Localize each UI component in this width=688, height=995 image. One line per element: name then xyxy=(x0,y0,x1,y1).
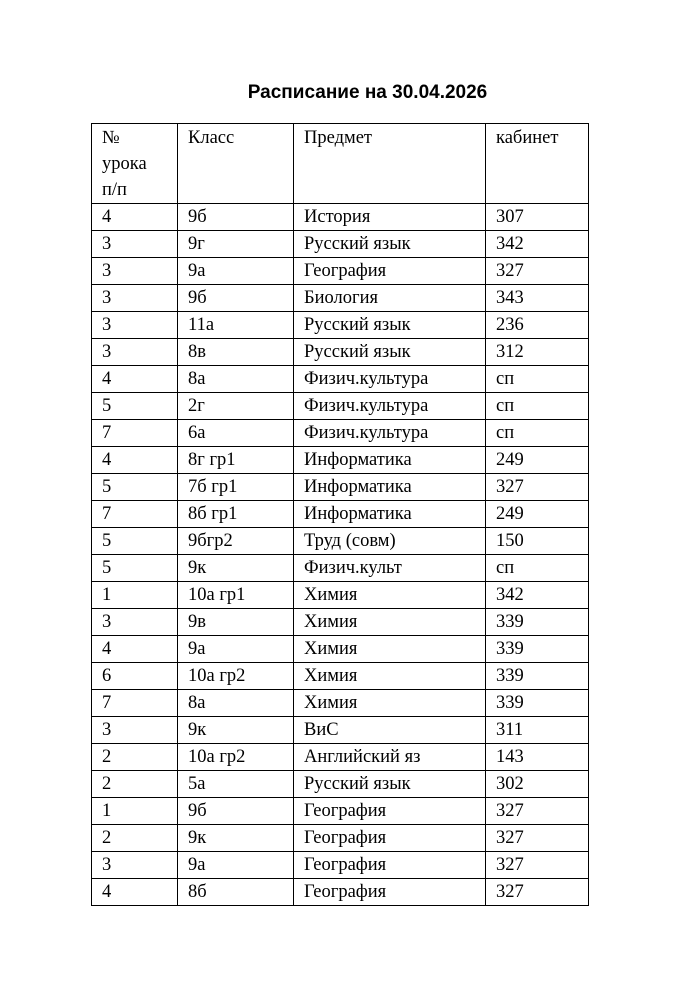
cell-lesson-number: 7 xyxy=(92,501,178,528)
cell-room: 327 xyxy=(486,879,589,906)
cell-lesson-number: 2 xyxy=(92,825,178,852)
table-row xyxy=(92,501,589,528)
cell-room: 339 xyxy=(486,609,589,636)
cell-class: 9бгр2 xyxy=(178,528,294,555)
cell-subject: Английский яз xyxy=(294,744,486,771)
schedule-table xyxy=(91,123,589,906)
cell-subject: География xyxy=(294,879,486,906)
cell-class: 5а xyxy=(178,771,294,798)
table-row xyxy=(92,555,589,582)
cell-subject: Труд (совм) xyxy=(294,528,486,555)
cell-lesson-number: 4 xyxy=(92,879,178,906)
cell-room: 327 xyxy=(486,474,589,501)
table-row xyxy=(92,366,589,393)
cell-subject: Русский язык xyxy=(294,231,486,258)
table-row xyxy=(92,798,589,825)
cell-class: 9к xyxy=(178,825,294,852)
table-row xyxy=(92,609,589,636)
table-row xyxy=(92,879,589,906)
cell-room: 249 xyxy=(486,447,589,474)
cell-room: сп xyxy=(486,420,589,447)
cell-class: 8г гр1 xyxy=(178,447,294,474)
cell-subject: Русский язык xyxy=(294,312,486,339)
cell-class: 9г xyxy=(178,231,294,258)
cell-lesson-number: 5 xyxy=(92,528,178,555)
cell-subject: История xyxy=(294,204,486,231)
cell-room: 236 xyxy=(486,312,589,339)
cell-subject: Химия xyxy=(294,690,486,717)
cell-class: 8б гр1 xyxy=(178,501,294,528)
header-lesson-number xyxy=(92,124,178,204)
cell-room: 339 xyxy=(486,663,589,690)
cell-class: 8а xyxy=(178,690,294,717)
cell-lesson-number: 4 xyxy=(92,366,178,393)
cell-subject: Химия xyxy=(294,663,486,690)
cell-room: сп xyxy=(486,366,589,393)
cell-room: 150 xyxy=(486,528,589,555)
header-room: кабинет xyxy=(486,124,589,204)
cell-lesson-number: 4 xyxy=(92,447,178,474)
table-row xyxy=(92,474,589,501)
cell-subject: География xyxy=(294,825,486,852)
cell-lesson-number: 3 xyxy=(92,258,178,285)
cell-lesson-number: 5 xyxy=(92,474,178,501)
cell-class: 11а xyxy=(178,312,294,339)
table-row xyxy=(92,339,589,366)
cell-lesson-number: 1 xyxy=(92,798,178,825)
cell-room: 327 xyxy=(486,798,589,825)
cell-subject: Физич.культура xyxy=(294,393,486,420)
cell-subject: ВиС xyxy=(294,717,486,744)
table-row xyxy=(92,447,589,474)
table-row xyxy=(92,663,589,690)
table-row xyxy=(92,285,589,312)
cell-class: 9в xyxy=(178,609,294,636)
table-row xyxy=(92,744,589,771)
cell-class: 10а гр1 xyxy=(178,582,294,609)
cell-lesson-number: 3 xyxy=(92,312,178,339)
cell-room: 143 xyxy=(486,744,589,771)
cell-class: 9а xyxy=(178,258,294,285)
cell-lesson-number: 2 xyxy=(92,771,178,798)
table-body xyxy=(92,204,589,906)
table-row xyxy=(92,717,589,744)
cell-room: 249 xyxy=(486,501,589,528)
cell-lesson-number: 3 xyxy=(92,609,178,636)
cell-lesson-number: 3 xyxy=(92,339,178,366)
cell-room: 327 xyxy=(486,852,589,879)
table-row xyxy=(92,852,589,879)
table-row xyxy=(92,393,589,420)
page-title: Расписание на 30.04.2026 xyxy=(247,82,488,103)
cell-class: 9к xyxy=(178,555,294,582)
cell-class: 8а xyxy=(178,366,294,393)
cell-room: 327 xyxy=(486,258,589,285)
cell-subject: Физич.культура xyxy=(294,420,486,447)
cell-lesson-number: 5 xyxy=(92,555,178,582)
cell-lesson-number: 7 xyxy=(92,420,178,447)
cell-class: 8б xyxy=(178,879,294,906)
cell-room: 342 xyxy=(486,231,589,258)
cell-room: 327 xyxy=(486,825,589,852)
cell-subject: География xyxy=(294,258,486,285)
cell-subject: География xyxy=(294,852,486,879)
cell-room: сп xyxy=(486,393,589,420)
header-lesson-number-text: № урока п/п xyxy=(102,128,147,200)
cell-class: 9б xyxy=(178,798,294,825)
cell-lesson-number: 5 xyxy=(92,393,178,420)
cell-class: 6а xyxy=(178,420,294,447)
table-row xyxy=(92,771,589,798)
table-row xyxy=(92,258,589,285)
cell-room: 343 xyxy=(486,285,589,312)
cell-subject: Информатика xyxy=(294,447,486,474)
table-row xyxy=(92,312,589,339)
cell-class: 10а гр2 xyxy=(178,663,294,690)
table-row xyxy=(92,528,589,555)
cell-lesson-number: 2 xyxy=(92,744,178,771)
cell-lesson-number: 6 xyxy=(92,663,178,690)
cell-class: 9а xyxy=(178,636,294,663)
table-row xyxy=(92,420,589,447)
cell-room: 342 xyxy=(486,582,589,609)
header-class: Класс xyxy=(178,124,294,204)
cell-room: 307 xyxy=(486,204,589,231)
table-row xyxy=(92,636,589,663)
cell-lesson-number: 1 xyxy=(92,582,178,609)
cell-room: 302 xyxy=(486,771,589,798)
cell-class: 9б xyxy=(178,285,294,312)
header-subject: Предмет xyxy=(294,124,486,204)
cell-room: 339 xyxy=(486,690,589,717)
cell-subject: Химия xyxy=(294,609,486,636)
cell-room: 312 xyxy=(486,339,589,366)
table-row xyxy=(92,231,589,258)
cell-subject: Физич.культура xyxy=(294,366,486,393)
cell-subject: Информатика xyxy=(294,501,486,528)
cell-lesson-number: 4 xyxy=(92,204,178,231)
cell-lesson-number: 3 xyxy=(92,231,178,258)
cell-subject: Русский язык xyxy=(294,771,486,798)
cell-class: 9б xyxy=(178,204,294,231)
table-header-row xyxy=(92,124,589,204)
cell-lesson-number: 7 xyxy=(92,690,178,717)
table-row xyxy=(92,582,589,609)
cell-class: 10а гр2 xyxy=(178,744,294,771)
cell-subject: Информатика xyxy=(294,474,486,501)
cell-lesson-number: 3 xyxy=(92,285,178,312)
table-row xyxy=(92,825,589,852)
cell-lesson-number: 3 xyxy=(92,852,178,879)
cell-room: 311 xyxy=(486,717,589,744)
cell-subject: География xyxy=(294,798,486,825)
cell-lesson-number: 3 xyxy=(92,717,178,744)
table-row xyxy=(92,204,589,231)
cell-class: 7б гр1 xyxy=(178,474,294,501)
cell-subject: Биология xyxy=(294,285,486,312)
table-row xyxy=(92,690,589,717)
cell-subject: Химия xyxy=(294,636,486,663)
cell-class: 9к xyxy=(178,717,294,744)
cell-room: 339 xyxy=(486,636,589,663)
cell-class: 8в xyxy=(178,339,294,366)
cell-subject: Физич.культ xyxy=(294,555,486,582)
cell-room: сп xyxy=(486,555,589,582)
cell-class: 9а xyxy=(178,852,294,879)
cell-lesson-number: 4 xyxy=(92,636,178,663)
cell-subject: Русский язык xyxy=(294,339,486,366)
cell-subject: Химия xyxy=(294,582,486,609)
cell-class: 2г xyxy=(178,393,294,420)
